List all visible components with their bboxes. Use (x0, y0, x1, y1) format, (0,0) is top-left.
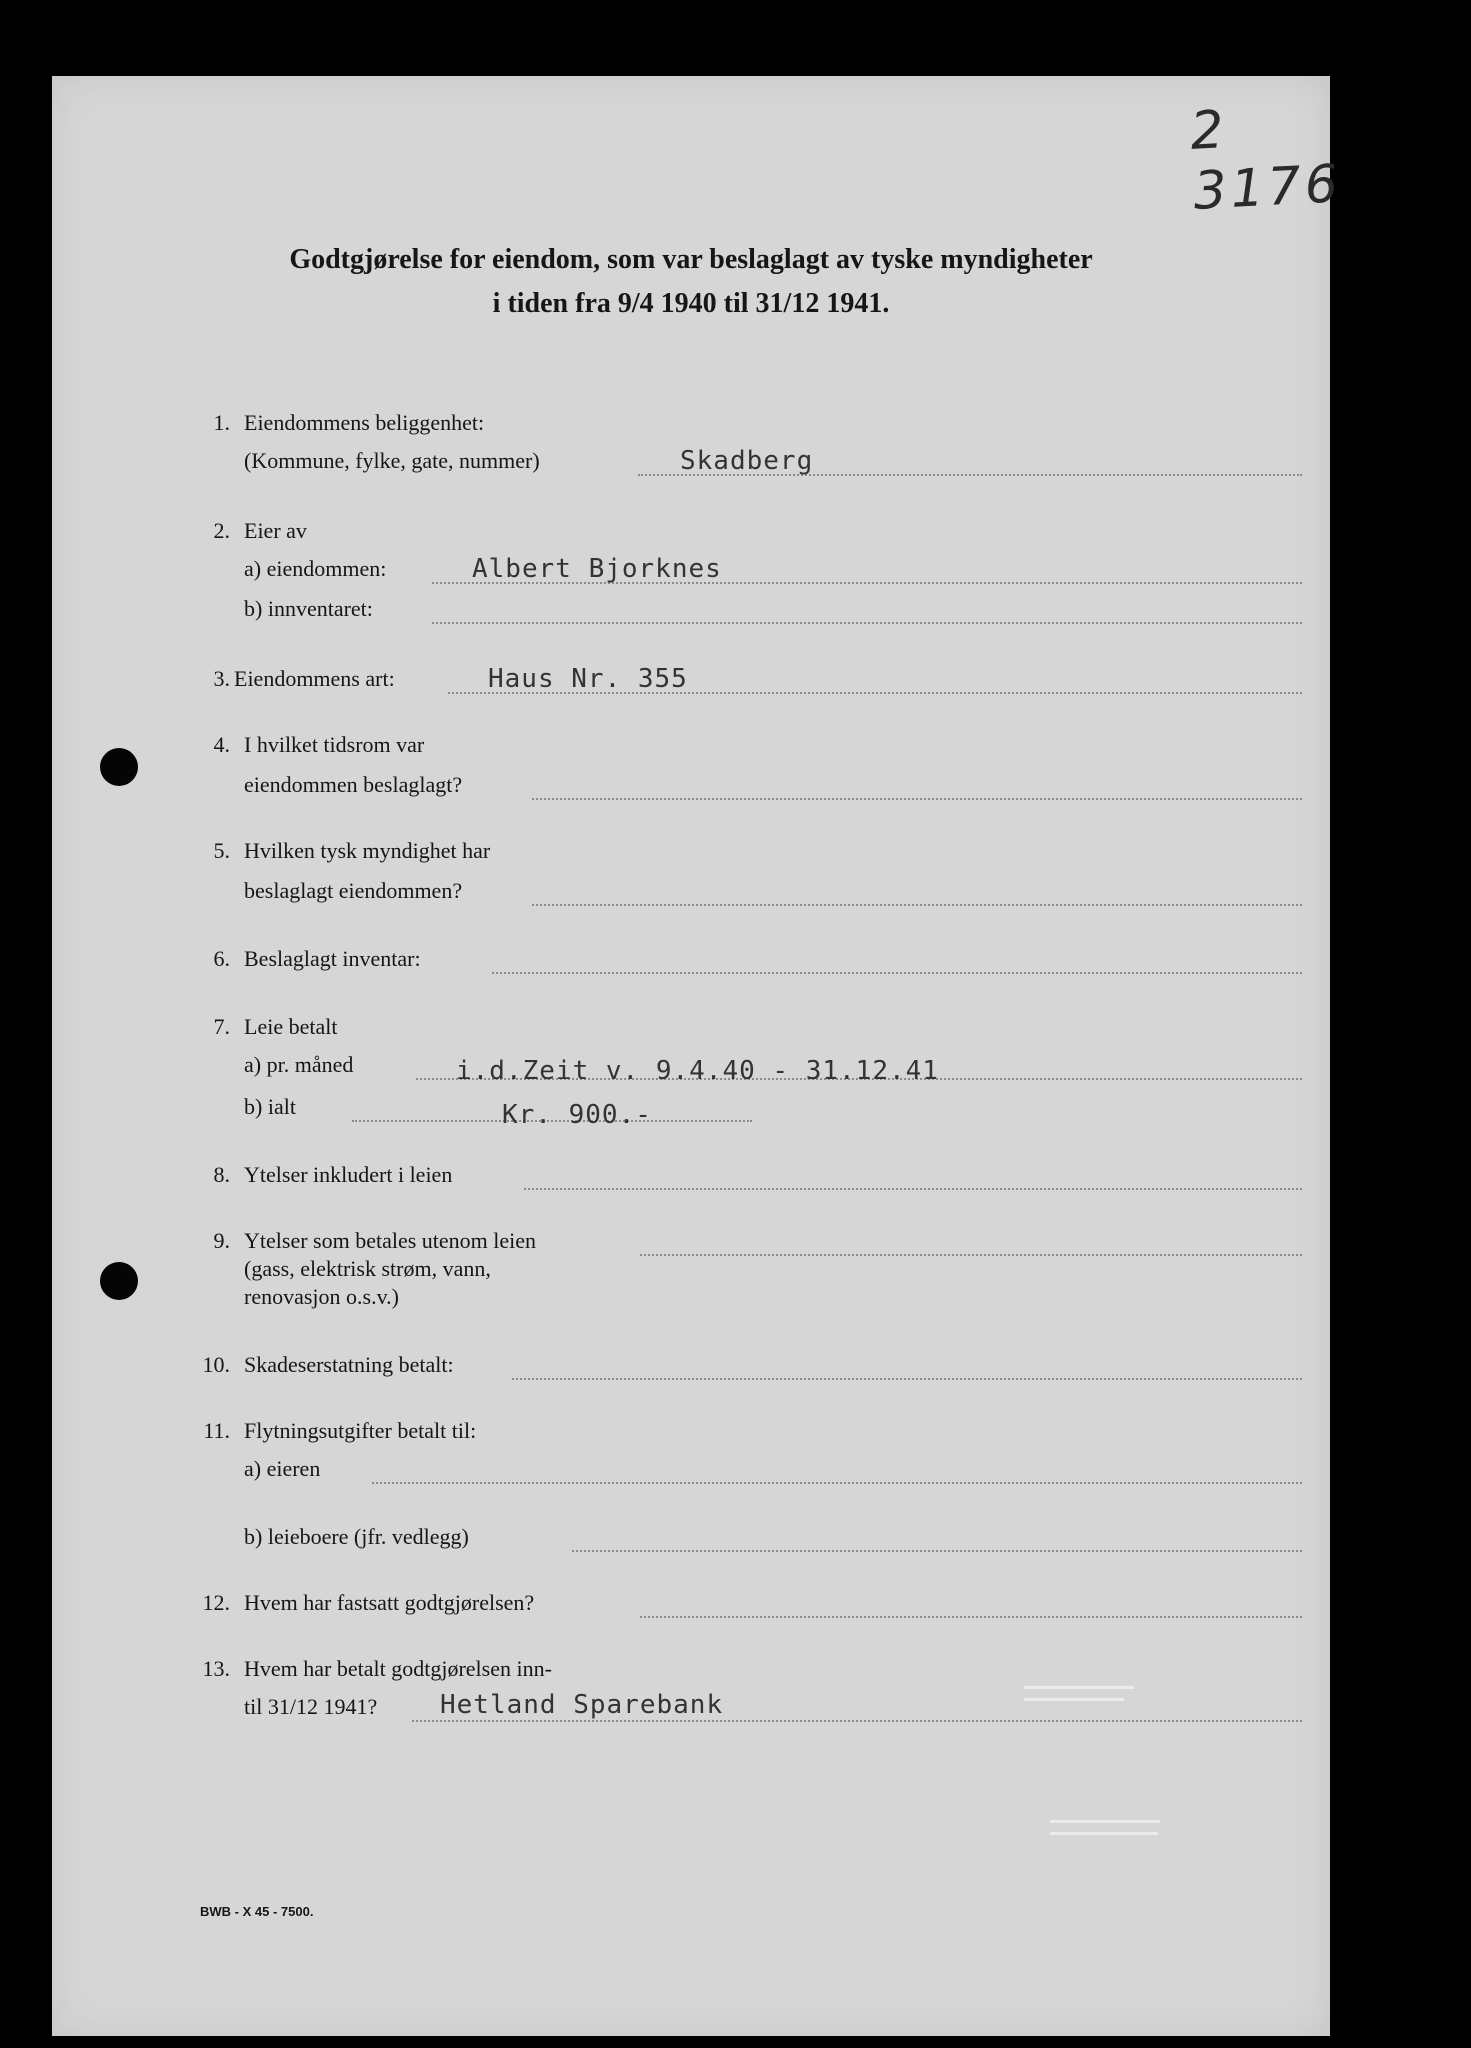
q8-label: Ytelser inkludert i leien (244, 1162, 453, 1187)
q7a-answer: i.d.Zeit v. 9.4.40 - 31.12.41 (456, 1056, 939, 1086)
q13-label: Hvem har betalt godtgjørelsen inn- (244, 1656, 552, 1681)
q13-answer: Hetland Sparebank (440, 1690, 724, 1720)
q8-number: 8. (213, 1162, 230, 1187)
correction-mark (1024, 1686, 1134, 1689)
q3-label: Eiendommens art: (234, 666, 395, 691)
q4-answer-line (532, 798, 1302, 800)
q7b-answer: Kr. 900.- (502, 1100, 652, 1130)
q2a-label: a) eiendommen: (244, 556, 387, 581)
form-title-line1: Godtgjørelse for eiendom, som var beslaglagt av tyske myndigheter (289, 244, 1093, 275)
q12-number: 12. (202, 1590, 230, 1615)
q6-number: 6. (213, 946, 230, 971)
q2-label: Eier av (244, 518, 307, 543)
q1-answer: Skadberg (680, 446, 814, 476)
q13-sublabel: til 31/12 1941? (244, 1694, 378, 1719)
q1-number: 1. (213, 410, 230, 435)
q7a-label: a) pr. måned (244, 1052, 354, 1077)
correction-mark (1050, 1832, 1158, 1835)
q5-sublabel: beslaglagt eiendommen? (244, 878, 463, 903)
q2-number: 2. (213, 518, 230, 543)
q9-label: Ytelser som betales utenom leien (244, 1228, 537, 1253)
form-sheet (52, 76, 1344, 2036)
q9-answer-line (640, 1254, 1302, 1256)
q9-sublabel-2: renovasjon o.s.v.) (244, 1284, 399, 1309)
q3-answer: Haus Nr. 355 (488, 664, 688, 694)
q4-number: 4. (213, 732, 230, 757)
archive-number: 2 3176 (1188, 100, 1344, 222)
q4-label: I hvilket tidsrom var (244, 732, 425, 757)
form-title-line2: i tiden fra 9/4 1940 til 31/12 1941. (492, 288, 890, 319)
q6-label: Beslaglagt inventar: (244, 946, 421, 971)
q12-label: Hvem har fastsatt godtgjørelsen? (244, 1590, 535, 1615)
q1-sublabel: (Kommune, fylke, gate, nummer) (244, 448, 540, 473)
correction-mark (1050, 1820, 1160, 1823)
q11a-answer-line (372, 1482, 1302, 1484)
q3-number: 3. (213, 666, 230, 691)
q12-answer-line (640, 1616, 1302, 1618)
q8-answer-line (524, 1188, 1302, 1190)
q7b-label: b) ialt (244, 1094, 296, 1119)
q9-number: 9. (213, 1228, 230, 1253)
q10-answer-line (512, 1378, 1302, 1380)
q5-answer-line (532, 904, 1302, 906)
q2a-answer: Albert Bjorknes (472, 554, 722, 584)
q13-answer-line (412, 1720, 1302, 1722)
q11b-label: b) leieboere (jfr. vedlegg) (244, 1524, 469, 1549)
q11-number: 11. (203, 1418, 230, 1443)
q6-answer-line (492, 972, 1302, 974)
q5-label: Hvilken tysk myndighet har (244, 838, 491, 863)
q11b-answer-line (572, 1550, 1302, 1552)
q2b-answer-line (432, 622, 1302, 624)
correction-mark (1024, 1698, 1124, 1701)
q10-number: 10. (202, 1352, 230, 1377)
q5-number: 5. (213, 838, 230, 863)
punch-hole (100, 748, 138, 786)
q2b-label: b) innventaret: (244, 596, 373, 621)
q11a-label: a) eieren (244, 1456, 321, 1481)
q7-label: Leie betalt (244, 1014, 338, 1039)
q13-number: 13. (202, 1656, 230, 1681)
q1-label: Eiendommens beliggenhet: (244, 410, 485, 435)
q10-label: Skadeserstatning betalt: (244, 1352, 454, 1377)
punch-hole (100, 1262, 138, 1300)
q11-label: Flytningsutgifter betalt til: (244, 1418, 477, 1443)
q9-sublabel-1: (gass, elektrisk strøm, vann, (244, 1256, 491, 1281)
print-code: BWB - X 45 - 7500. (200, 1904, 314, 1919)
q7-number: 7. (213, 1014, 230, 1039)
q4-sublabel: eiendommen beslaglagt? (244, 772, 463, 797)
